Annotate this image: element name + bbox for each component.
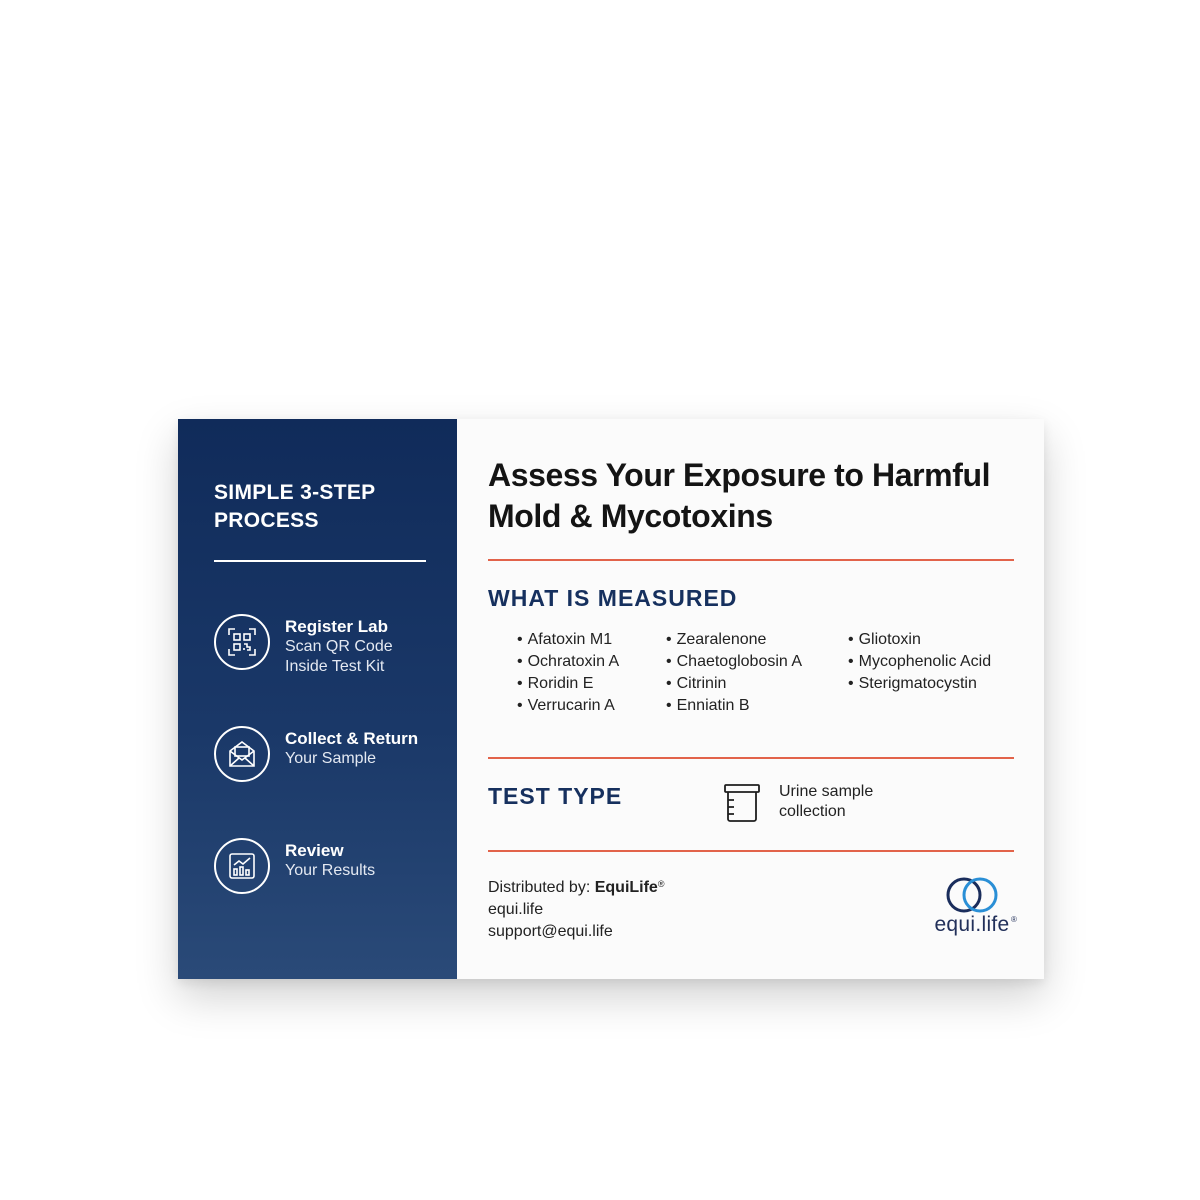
- test-type-line: Urine sample: [779, 783, 874, 800]
- list-item: • Verrucarin A: [517, 695, 619, 717]
- test-type-description: [779, 782, 919, 822]
- list-item: • Gliotoxin: [848, 629, 991, 651]
- measured-list: [848, 629, 991, 695]
- headline: Assess Your Exposure to Harmful Mold & Mycotoxins: [488, 457, 991, 534]
- list-item: • Zearalenone: [666, 629, 802, 651]
- list-item: • Enniatin B: [666, 695, 802, 717]
- equilife-logo: [927, 875, 1023, 939]
- website-text: equi.life: [488, 901, 544, 918]
- distributor-info: [488, 877, 664, 943]
- distributor-name: EquiLife: [594, 879, 658, 896]
- divider-rule: [488, 757, 1014, 759]
- test-type-line: collection: [779, 803, 846, 820]
- distributed-label: Distributed by:: [488, 879, 591, 896]
- step-title: Collect & Return: [285, 729, 419, 748]
- list-item: • Citrinin: [666, 673, 802, 695]
- list-item: • Afatoxin M1: [517, 629, 619, 651]
- measured-list: [666, 629, 802, 717]
- registered-mark: ®: [657, 879, 665, 889]
- divider-rule: [488, 850, 1014, 852]
- sidebar-title: SIMPLE 3-STEP PROCESS: [214, 481, 376, 532]
- sidebar-divider: [214, 560, 426, 562]
- support-email: support@equi.life: [488, 923, 613, 940]
- step-subtitle: Scan QR Code: [285, 638, 393, 655]
- step-review: [214, 838, 444, 894]
- measured-title: WHAT IS MEASURED: [488, 585, 738, 611]
- step-title: Register Lab: [285, 617, 388, 636]
- logo-rings-icon: [927, 875, 1023, 915]
- sample-cup-icon: [723, 783, 761, 828]
- step-subtitle: Your Results: [285, 862, 376, 879]
- step-subtitle: Inside Test Kit: [285, 658, 385, 675]
- logo-registered-mark: ®: [1011, 915, 1017, 924]
- box-front-panel: [457, 419, 1044, 979]
- step-collect-return: [214, 726, 444, 782]
- step-register-lab: [214, 614, 444, 677]
- step-title: Review: [285, 841, 344, 860]
- qr-code-icon: [214, 614, 270, 670]
- product-box: [178, 419, 1044, 979]
- list-item: • Chaetoglobosin A: [666, 651, 802, 673]
- process-sidebar: [178, 419, 457, 979]
- test-type-title: TEST TYPE: [488, 783, 623, 809]
- measured-list: [517, 629, 619, 717]
- divider-rule: [488, 559, 1014, 561]
- envelope-icon: [214, 726, 270, 782]
- logo-wordmark: equi.life: [934, 913, 1010, 936]
- step-subtitle: Your Sample: [285, 750, 377, 767]
- list-item: • Mycophenolic Acid: [848, 651, 991, 673]
- list-item: • Roridin E: [517, 673, 619, 695]
- chart-icon: [214, 838, 270, 894]
- list-item: • Ochratoxin A: [517, 651, 619, 673]
- list-item: • Sterigmatocystin: [848, 673, 991, 695]
